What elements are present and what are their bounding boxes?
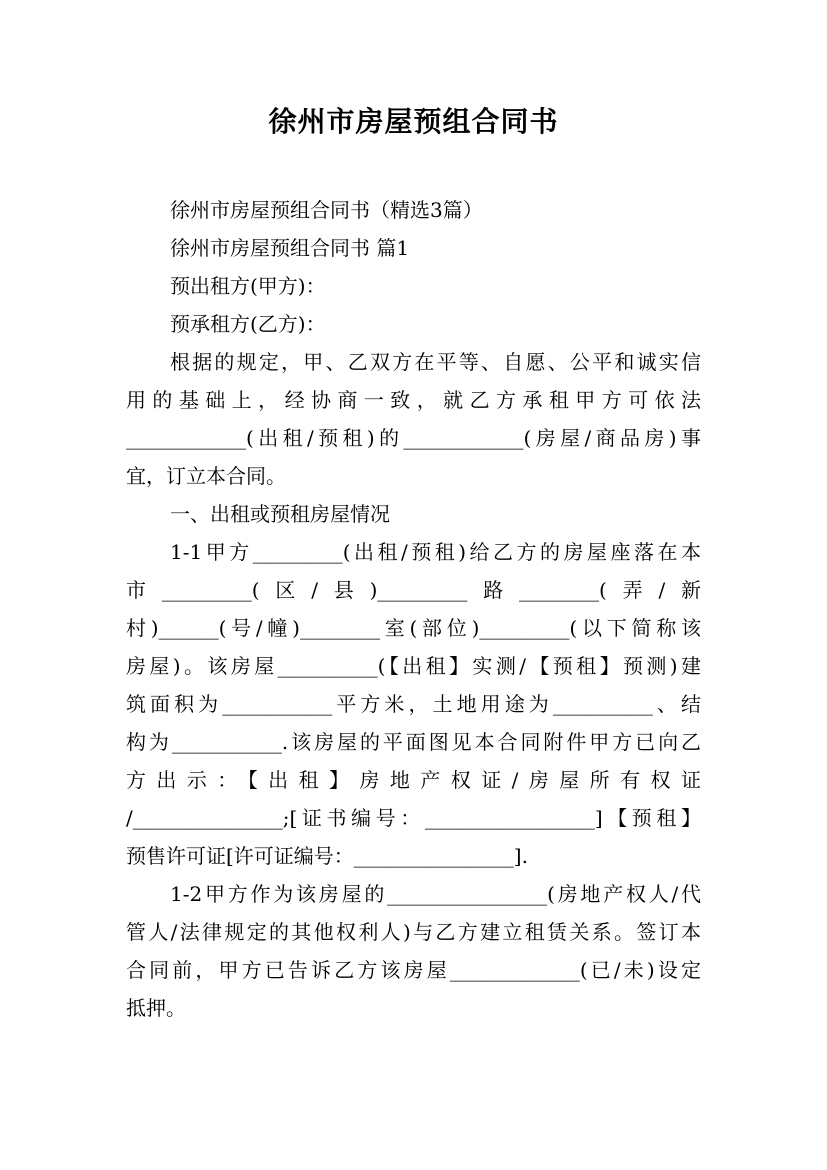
subtitle-paragraph: 徐州市房屋预组合同书（精选3篇）	[170, 198, 483, 222]
clause-line: 预售许可证[许可证编号：________________].	[126, 844, 528, 868]
lessor-line: 预出租方(甲方)：	[170, 274, 326, 298]
clause-line: 市_________(区/县)_________路________(弄/新	[126, 578, 701, 602]
clause-line: 管人/法律规定的其他权利人)与乙方建立租赁关系。签订本	[126, 920, 701, 944]
document-title: 徐州市房屋预组合同书	[268, 105, 559, 138]
clause-line: 筑面积为___________平方米，土地用途为__________、结	[126, 692, 701, 716]
section-heading: 一、出租或预租房屋情况	[170, 502, 390, 526]
document-body	[126, 191, 701, 1027]
clause-line: 1-1甲方_________(出租/预租)给乙方的房屋座落在本	[170, 540, 701, 564]
clause-line: 房屋)。该房屋__________(【出租】实测/【预租】预测)建	[126, 654, 701, 678]
intro-paragraph	[126, 343, 701, 495]
clause-line: /_______________;[证书编号：_________________]【预租】	[126, 806, 701, 830]
intro-line: 根据的规定，甲、乙双方在平等、自愿、公平和诚实信	[170, 350, 701, 374]
intro-line: ____________(出租/预租)的____________(房屋/商品房)事	[126, 426, 701, 450]
lessee-line: 预承租方(乙方)：	[170, 312, 326, 336]
intro-line: 用的基础上，经协商一致，就乙方承租甲方可依法	[126, 388, 701, 412]
intro-line: 宜，订立本合同。	[126, 464, 286, 488]
clause-line: 方出示：【出租】房地产权证/房屋所有权证	[126, 768, 701, 792]
clause-line: 构为___________.该房屋的平面图见本合同附件甲方已向乙	[126, 730, 701, 754]
clause-line: 合同前，甲方已告诉乙方该房屋_____________(已/未)设定	[126, 958, 701, 982]
clause-line: 抵押。	[126, 996, 186, 1020]
clause-1-2-paragraph	[126, 875, 701, 1027]
section-label-paragraph: 徐州市房屋预组合同书 篇1	[170, 236, 410, 260]
clause-line: 村)______(号/幢)________室(部位)_________(以下简称该	[126, 616, 701, 640]
clause-line: 1-2甲方作为该房屋的________________(房地产权人/代	[170, 882, 701, 906]
clause-1-1-paragraph	[126, 533, 701, 875]
